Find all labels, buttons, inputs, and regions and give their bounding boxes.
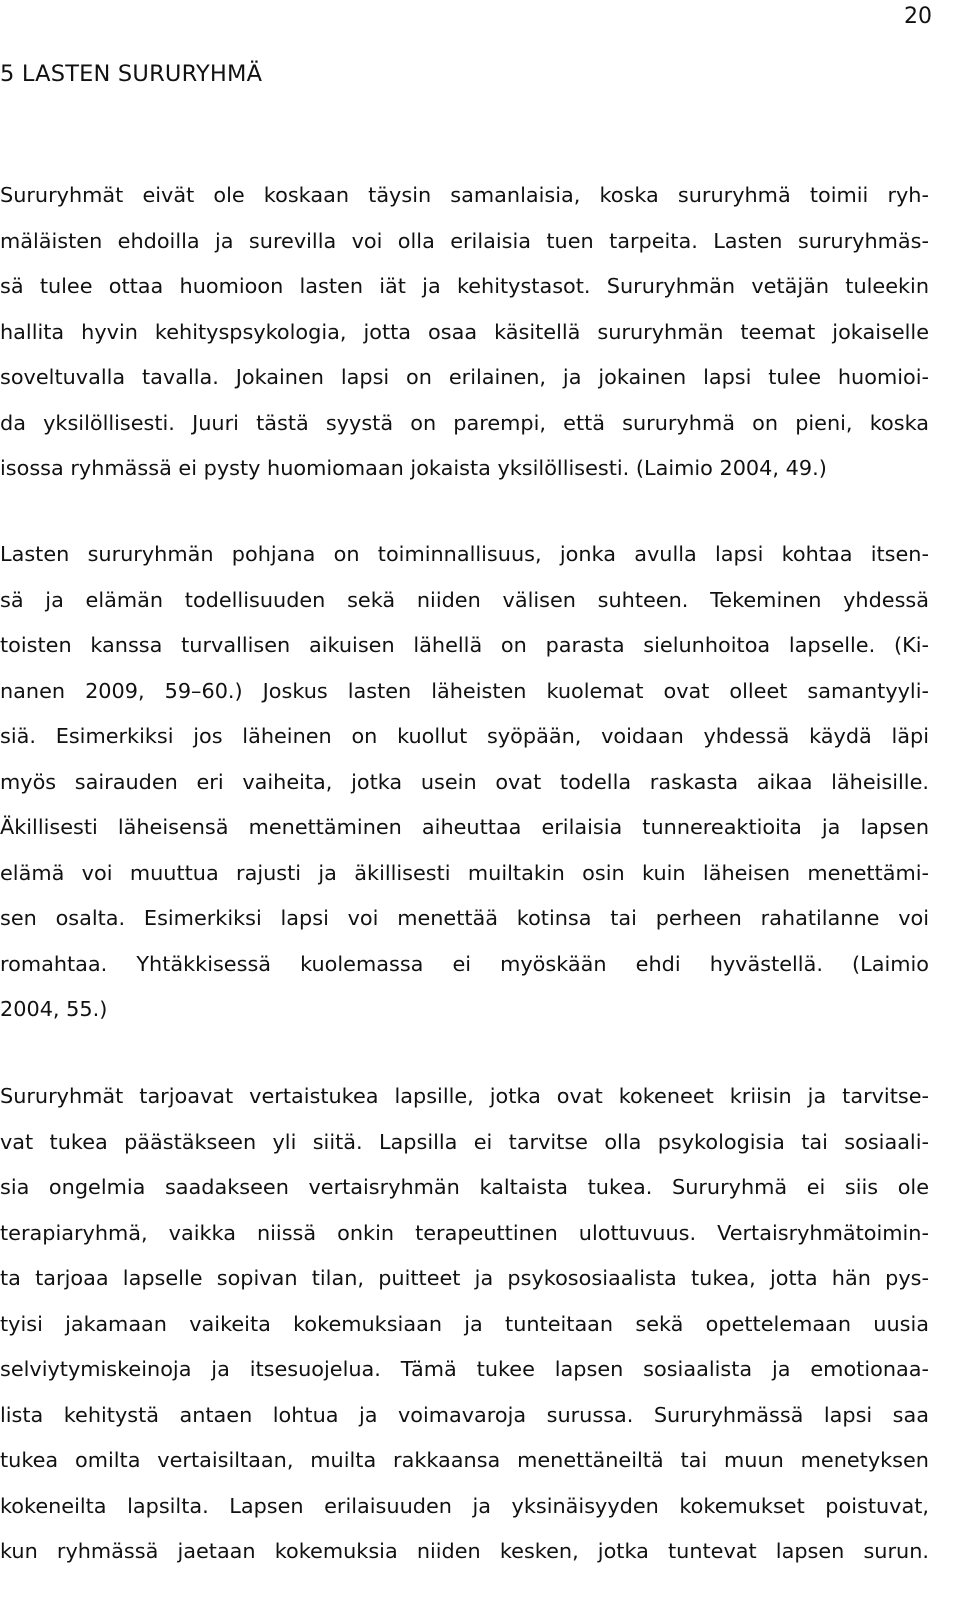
text-line: soveltuvalla tavalla. Jokainen lapsi on erilainen, ja jokainen lapsi tulee huomioi- [0, 365, 929, 389]
text-line: siä. Esimerkiksi jos läheinen on kuollut syöpään, voidaan yhdessä käydä läpi [0, 724, 929, 748]
text-line: romahtaa. Yhtäkkisessä kuolemassa ei myöskään ehdi hyvästellä. (Laimio [0, 951, 929, 976]
text-line: mäläisten ehdoilla ja surevilla voi olla erilaisia tuen tarpeita. Lasten sururyhmäs- [0, 228, 929, 253]
paragraph-peer-support [0, 1074, 929, 1575]
text-line: selviytymiskeinoja ja itsesuojelua. Tämä tukee lapsen sosiaalista ja emotionaa- [0, 1357, 929, 1381]
text-line: sä ja elämän todellisuuden sekä niiden välisen suhteen. Tekeminen yhdessä [0, 587, 929, 612]
text-line: 2004, 55.) [0, 997, 108, 1021]
paragraph-peer-groups-differ [0, 173, 929, 492]
text-line: kun ryhmässä jaetaan kokemuksia niiden kesken, jotka tuntevat lapsen surun. [0, 1539, 929, 1563]
text-line: Sururyhmät eivät ole koskaan täysin samanlaisia, koska sururyhmä toimii ryh- [0, 183, 929, 207]
text-line: toisten kanssa turvallisen aikuisen lähellä on parasta sielunhoitoa lapselle. (Ki- [0, 633, 929, 657]
text-line: lista kehitystä antaen lohtua ja voimavaroja surussa. Sururyhmässä lapsi saa [0, 1402, 929, 1427]
text-line: Sururyhmät tarjoavat vertaistukea lapsille, jotka ovat kokeneet kriisin ja tarvitse- [0, 1084, 929, 1108]
text-line: sen osalta. Esimerkiksi lapsi voi menettää kotinsa tai perheen rahatilanne voi [0, 906, 929, 930]
text-line: Lasten sururyhmän pohjana on toiminnallisuus, jonka avulla lapsi kohtaa itsen- [0, 542, 929, 566]
page-number: 20 [904, 4, 932, 29]
text-line: isossa ryhmässä ei pysty huomiomaan jokaista yksilöllisesti. (Laimio 2004, 49.) [0, 456, 827, 480]
text-line: tyisi jakamaan vaikeita kokemuksiaan ja tunteitaan sekä opettelemaan uusia [0, 1311, 929, 1336]
text-line: ta tarjoaa lapselle sopivan tilan, puitteet ja psykososiaalista tukea, jotta hän pys- [0, 1266, 929, 1290]
text-line: kokeneilta lapsilta. Lapsen erilaisuuden ja yksinäisyyden kokemukset poistuvat, [0, 1493, 929, 1518]
text-line: terapiaryhmä, vaikka niissä onkin terapeuttinen ulottuvuus. Vertaisryhmätoimin- [0, 1220, 929, 1245]
text-line: tukea omilta vertaisiltaan, muilta rakkaansa menettäneiltä tai muun menetyksen [0, 1448, 929, 1472]
text-line: da yksilöllisesti. Juuri tästä syystä on parempi, että sururyhmä on pieni, koska [0, 410, 929, 435]
text-line: vat tukea päästäkseen yli siitä. Lapsilla ei tarvitse olla psykologisia tai sosiaali- [0, 1129, 929, 1154]
text-line: nanen 2009, 59–60.) Joskus lasten läheisten kuolemat ovat olleet samantyyli- [0, 678, 929, 703]
text-line: myös sairauden eri vaiheita, jotka usein ovat todella raskasta aikaa läheisille. [0, 769, 929, 794]
text-line: sä tulee ottaa huomioon lasten iät ja kehitystasot. Sururyhmän vetäjän tuleekin [0, 274, 929, 298]
paragraph-activity-basis [0, 532, 929, 1033]
text-line: Äkillisesti läheisensä menettäminen aiheuttaa erilaisia tunnereaktioita ja lapsen [0, 815, 929, 839]
text-line: hallita hyvin kehityspsykologia, jotta osaa käsitellä sururyhmän teemat jokaiselle [0, 319, 929, 344]
text-line: elämä voi muuttua rajusti ja äkillisesti muiltakin osin kuin läheisen menettämi- [0, 860, 929, 885]
chapter-heading: 5 LASTEN SURURYHMÄ [0, 61, 263, 87]
text-line: sia ongelmia saadakseen vertaisryhmän kaltaista tukea. Sururyhmä ei siis ole [0, 1175, 929, 1199]
